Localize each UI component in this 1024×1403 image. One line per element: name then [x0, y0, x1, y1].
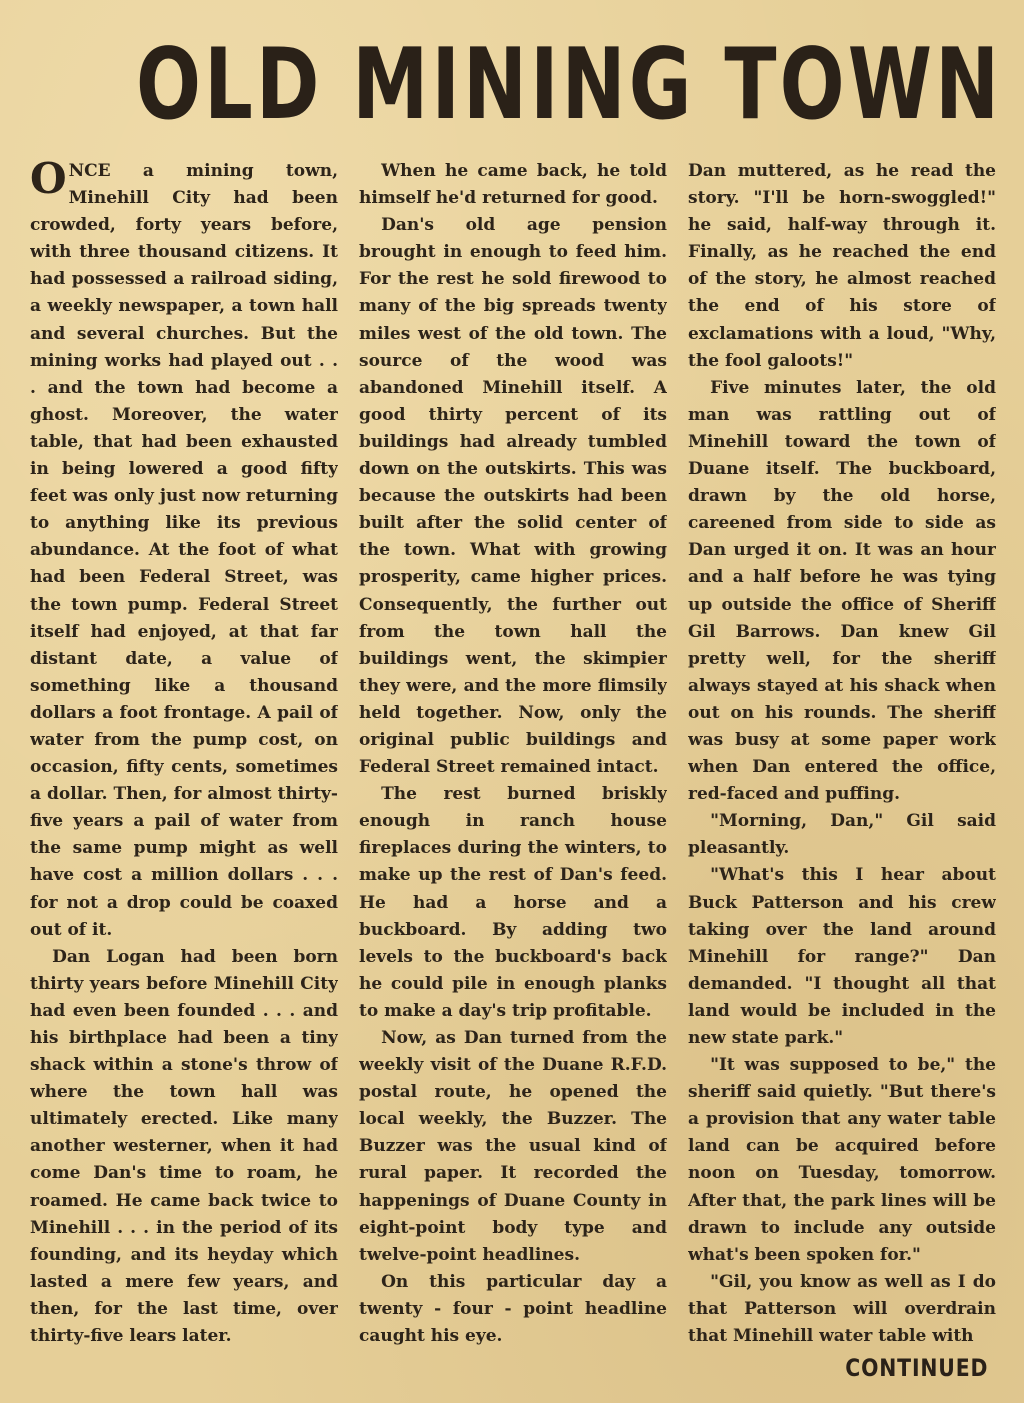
paragraph: Dan's old age pension brought in enough to feed him. For the rest he sold firewood to many of the big spreads twenty miles west of the old town. The source of the wood was abandoned Minehill itself. A good thirty percent of its buildings had already tumbled down on the outskirts. This was because the outskirts had been built after the solid center of the town. What with growing prosperity, came higher prices. Consequently, the further out from the town hall the buildings went, the skimpier they were, and the more flimsily held together. Now, only the original public buildings and Federal Street remained intact.	[359, 215, 667, 778]
paragraph: "Morning, Dan," Gil said pleasantly.	[688, 811, 996, 859]
paragraph: When he came back, he told himself he'd returned for good.	[359, 161, 667, 209]
page-headline: OLD MINING TOWN	[136, 28, 1003, 142]
paragraph: Five minutes later, the old man was rattling out of Minehill toward the town of Duane itself. The buckboard, drawn by the old horse, careened from side to side as Dan urged it on. It was an hour and a half before he was tying up outside the office of Sheriff Gil Barrows. Dan knew Gil pretty well, for the sheriff always stayed at his shack when out on his rounds. The sheriff was busy at some paper work when Dan entered the office, red-faced and puffing.	[688, 377, 996, 805]
paragraph: "It was supposed to be," the sheriff said quietly. "But there's a provision that any water table land can be acquired before noon on Tuesday, tomorrow. After that, the park lines will be drawn to include any outside what's been spoken for."	[688, 1055, 996, 1265]
paragraph	[30, 158, 338, 944]
opening-smallcaps: NCE	[68, 161, 111, 181]
article-columns	[30, 158, 996, 1358]
paragraph: On this particular day a twenty - four - point headline caught his eye.	[359, 1271, 667, 1347]
article-column-2	[359, 158, 667, 1358]
article-column-1	[30, 158, 338, 1358]
paragraph: Dan Logan had been born thirty years before Minehill City had even been founded . . . and his birthplace had been a tiny shack within a stone's throw of where the town hall was ultimately erected. Like many another westerner, when it had come Dan's time to roam, he roamed. He came back twice to Minehill . . . in the period of its founding, and its heyday which lasted a mere few years, and then, for the last time, over thirty-five lears later.	[30, 946, 338, 1347]
paragraph: "Gil, you know as well as I do that Patterson will overdrain that Minehill water table with	[688, 1271, 996, 1347]
drop-cap: O	[30, 158, 67, 203]
paragraph: The rest burned briskly enough in ranch house fireplaces during the winters, to make up the rest of Dan's feed. He had a horse and a buckboard. By adding two levels to the buckboard's back he could pile in enough planks to make a day's trip profitable.	[359, 784, 667, 1021]
article-column-3	[688, 158, 996, 1358]
paragraph: Dan muttered, as he read the story. "I'll be horn-swoggled!" he said, half-way through it. Finally, as he reached the end of the story, he almost reached the end of his store of exclamations with a loud, "Why, the fool galoots!"	[688, 161, 996, 371]
continued-label: CONTINUED	[844, 1354, 988, 1382]
paragraph-text: a mining town, Minehill City had been crowded, forty years before, with three thousand citizens. It had possessed a railroad siding, a weekly newspaper, a town hall and several churches. But the mining works had played out . . . and the town had become a ghost. Moreover, the water table, that had been exhausted in being lowered a good fifty feet was only just now returning to anything like its previous abundance. At the foot of what had been Federal Street, was the town pump. Federal Street itself had enjoyed, at that far distant date, a value of something like a thousand dollars a foot frontage. A pail of water from the pump cost, on occasion, fifty cents, sometimes a dollar. Then, for almost thirty-five years a pail of water from the same pump might as well have cost a million dollars . . . for not a drop could be coaxed out of it.	[30, 161, 338, 940]
paragraph: "What's this I hear about Buck Patterson and his crew taking over the land around Minehill for range?" Dan demanded. "I thought all that land would be included in the new state park."	[688, 865, 996, 1048]
paragraph: Now, as Dan turned from the weekly visit of the Duane R.F.D. postal route, he opened the local weekly, the Buzzer. The Buzzer was the usual kind of rural paper. It recorded the happenings of Duane County in eight-point body type and twelve-point headlines.	[359, 1028, 667, 1265]
